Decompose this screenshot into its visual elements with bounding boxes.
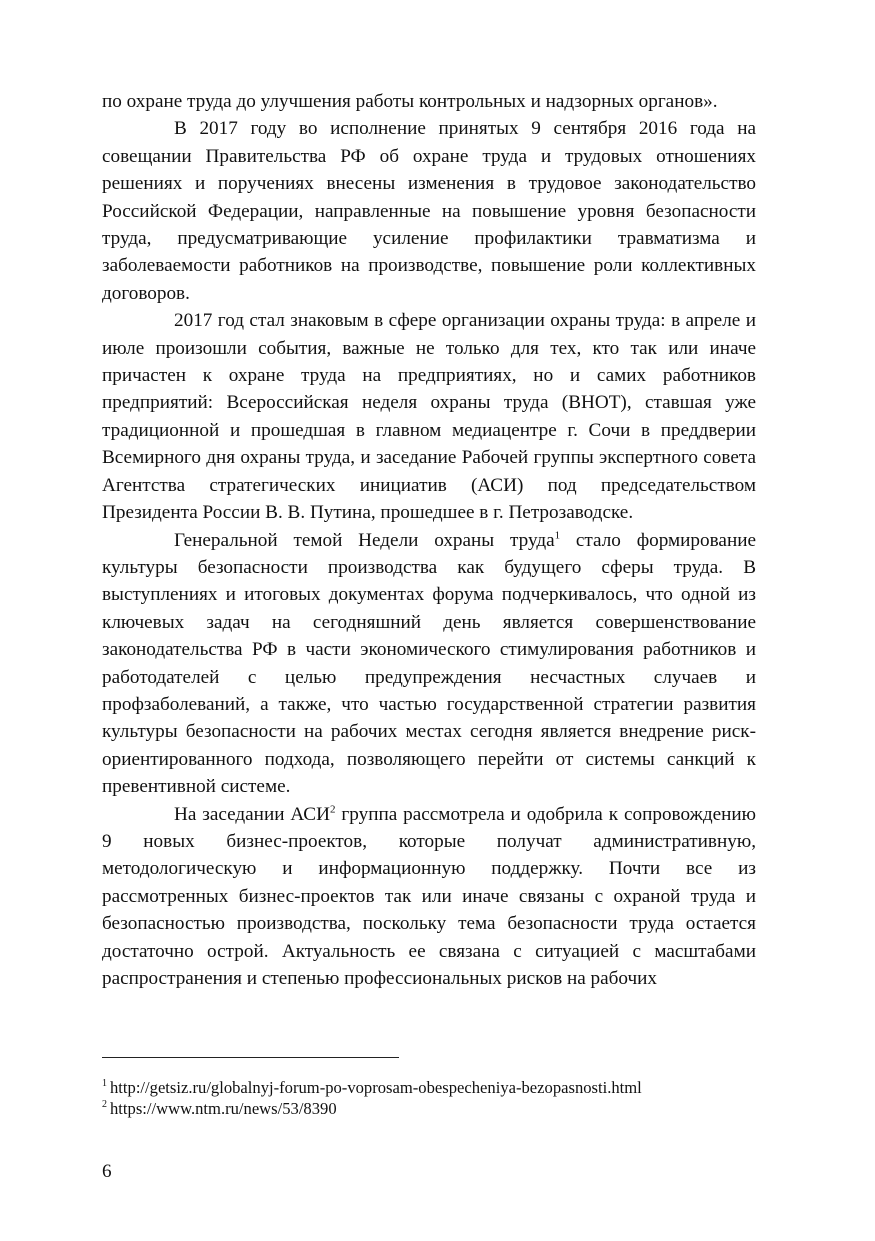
footnote-link-1[interactable]: http://getsiz.ru/globalnyj-forum-po-voprosam-obespecheniya-bezopasnosti.html <box>110 1078 642 1097</box>
footnote-divider <box>102 1057 399 1058</box>
paragraph-4: Генеральной темой Недели охраны труда$^1$ стало формирование культуры безопасности производства как будущего сферы труда. В выступлениях и итоговых документах форума подчеркивалось, что одной из ключевых задач на сегодняшний день является совершенствование законодательства РФ в части экономического стимулирования работников и работодателей с целью предупреждения несчастных случаев и профзаболеваний, а также, что частью государственной стратегии развития культуры безопасности на рабочих местах сегодня является внедрение риск-ориентированного подхода, позволяющего перейти от системы санкций к превентивной системе. <box>102 529 756 798</box>
footnote-ref-1[interactable]: 1 <box>554 529 561 542</box>
paragraph-5: На заседании АСИ$^2$ группа рассмотрела и одобрила к сопровождению 9 новых бизнес-проектов, которые получат административную, методологическую и информационную поддержку. Почти все из рассмотренных бизнес-проектов так или иначе связаны с охраной труда и безопасностью производства, поскольку тема безопасности труда остается достаточно острой. Актуальность ее связана с ситуацией с масштабами распространения и степенью профессиональных рисков на рабочих <box>102 803 756 989</box>
page-number: 6 <box>102 1161 112 1182</box>
paragraph-3: 2017 год стал знаковым в сфере организации охраны труда: в апреле и июле произошли события, важные не только для тех, кто так или иначе причастен к охране труда на предприятиях, но и самих работников предприятий: Всероссийская неделя охраны труда (ВНОТ), ставшая уже традиционной и прошедшая в главном медиацентре г. Сочи в преддверии Всемирного дня охраны труда, и заседание Рабочей группы экспертного совета Агентства стратегических инициатив (АСИ) под председательством Президента России В. В. Путина, прошедшее в г. Петрозаводске. <box>102 310 756 524</box>
footnote-2 <box>102 1098 756 1119</box>
footnote-link-2[interactable]: https://www.ntm.ru/news/53/8390 <box>110 1099 337 1118</box>
footnote-ref-2[interactable]: 2 <box>329 803 336 816</box>
paragraph-1: по охране труда до улучшения работы контрольных и надзорных органов». <box>102 91 718 112</box>
footnote-number-1: 1 <box>102 1078 107 1090</box>
footnotes <box>102 1077 756 1119</box>
paragraph-2: В 2017 году во исполнение принятых 9 сентября 2016 года на совещании Правительства РФ об охране труда и трудовых отношениях решениях и поручениях внесены изменения в трудовое законодательство Российской Федерации, направленные на повышение уровня безопасности труда, предусматривающие усиление профилактики травматизма и заболеваемости работников на производстве, повышение роли коллективных договоров. <box>102 118 756 304</box>
footnote-number-2: 2 <box>102 1099 107 1111</box>
footnote-1 <box>102 1077 756 1098</box>
page-body <box>102 88 756 992</box>
